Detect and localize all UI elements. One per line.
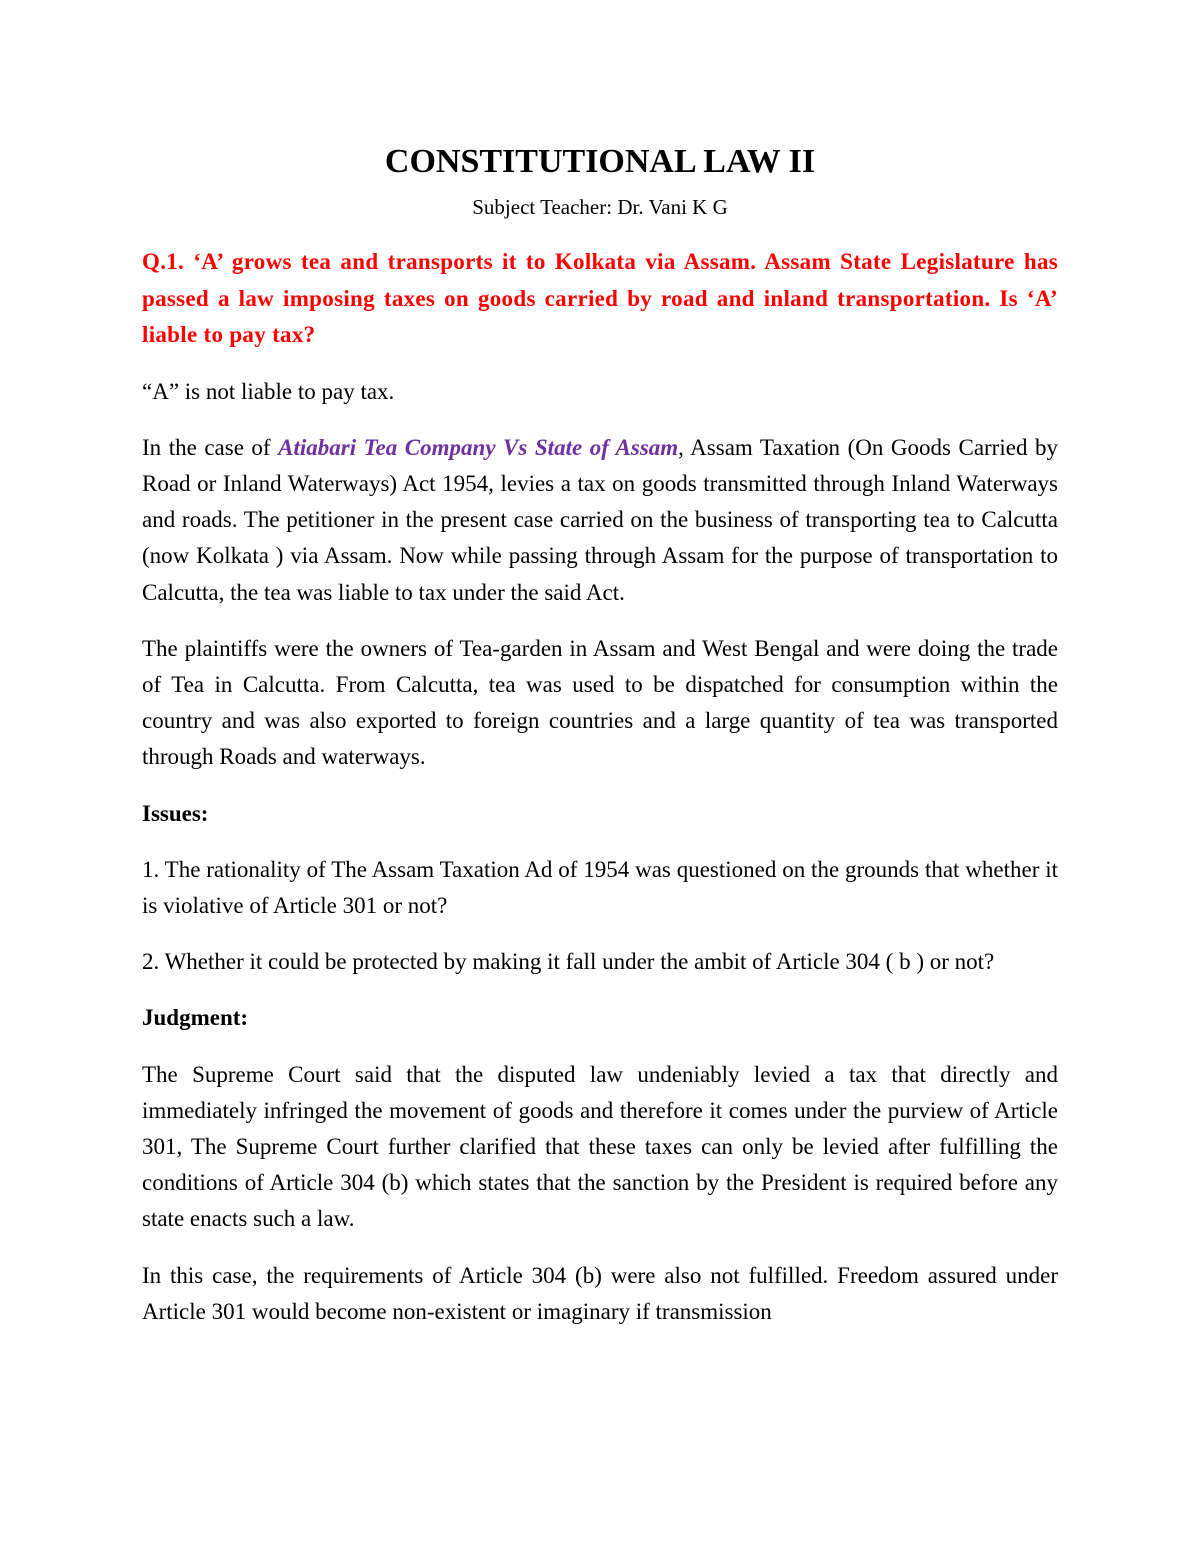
subject-teacher: Subject Teacher: Dr. Vani K G [472,195,728,219]
plaintiffs-paragraph: The plaintiffs were the owners of Tea-garden in Assam and West Bengal and were doing the trade of Tea in Calcutta. From Calcutta, tea was used to be dispatched for consumption within the country and was also exported to foreign countries and a large quantity of tea was transported through Roads and waterways. [142,635,1058,770]
case-description: , Assam Taxation (On Goods Carried by Road or Inland Waterways) Act 1954, levies a tax on goods transmitted through Inland Waterways and roads. The petitioner in the present case carried on the business of transporting tea to Calcutta (now Kolkata ) via Assam. Now while passing through Assam for the purpose of transportation to Calcutta, the tea was liable to tax under the said Act. [142,434,1058,605]
document-title: CONSTITUTIONAL LAW II [384,143,816,180]
judgment-paragraph-1: The Supreme Court said that the disputed law undeniably levied a tax that directly and immediately infringed the movement of goods and therefore it comes under the purview of Article 301, The Supreme Court further clarified that these taxes can only be levied after fulfilling the conditions of Article 304 (b) which states that the sanction by the President is required before any state enacts such a law. [142,1061,1058,1232]
document-page [142,138,1058,1350]
answer-text: “A” is not liable to pay tax. [142,378,395,404]
issue-1: 1. The rationality of The Assam Taxation Ad of 1954 was questioned on the grounds that whether it is violative of Article 301 or not? [142,856,1058,918]
issues-heading: Issues: [142,800,209,826]
judgment-paragraph-2: In this case, the requirements of Article 304 (b) were also not fulfilled. Freedom assured under Article 301 would become non-existent or imaginary if transmission [142,1262,1058,1324]
issue-2: 2. Whether it could be protected by making it fall under the ambit of Article 304 ( b ) or not? [142,949,995,975]
case-paragraph [142,430,1058,611]
case-name: Atiabari Tea Company Vs State of Assam [278,434,679,460]
judgment-heading: Judgment: [142,1005,249,1031]
case-intro: In the case of [142,434,279,460]
question-text: Q.1. ‘A’ grows tea and transports it to Kolkata via Assam. Assam State Legislature has passed a law imposing taxes on goods carried by road and inland transportation. Is ‘A’ liable to pay tax? [142,249,1058,347]
